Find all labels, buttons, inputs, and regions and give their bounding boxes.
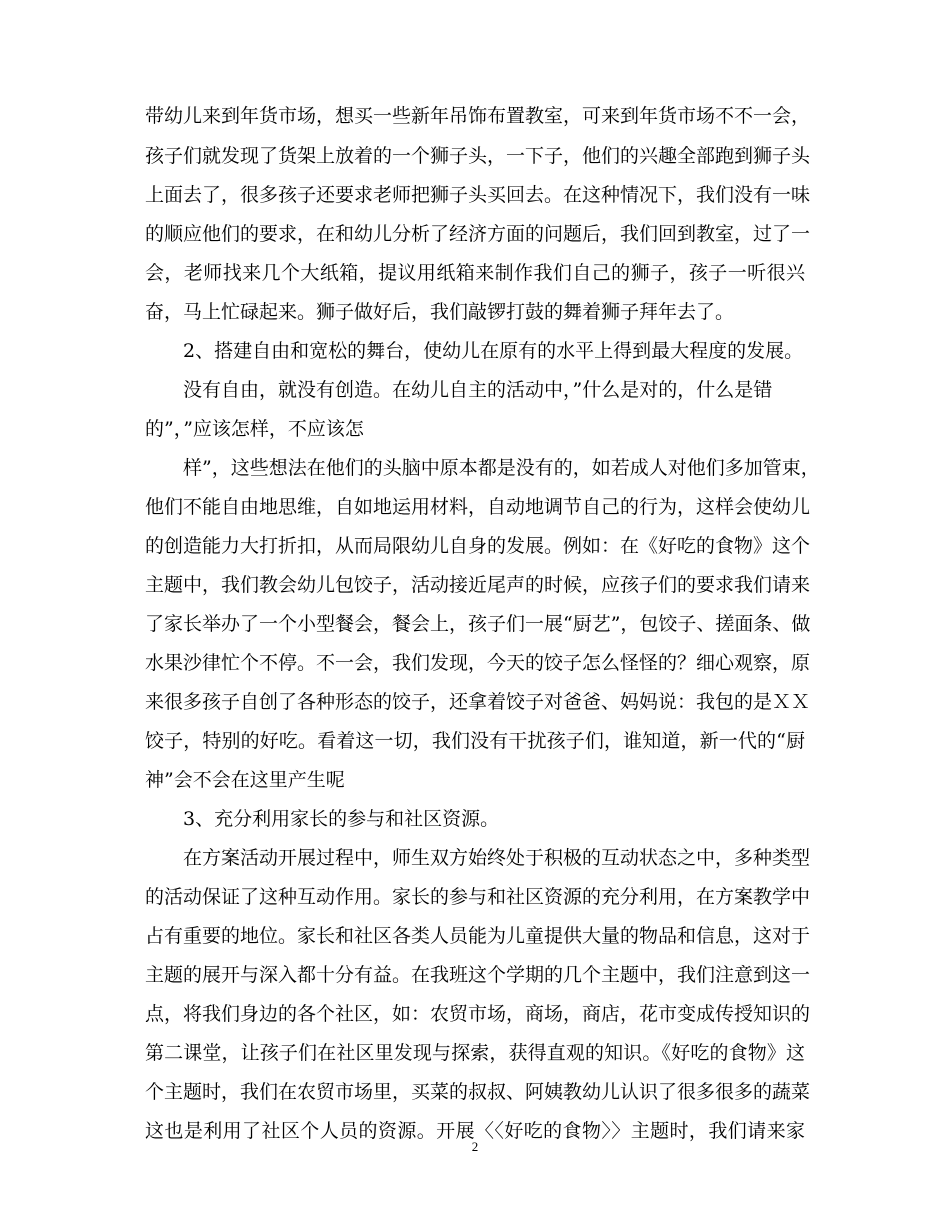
text-line: 占有重要的地位。家长和社区各类人员能为儿童提供大量的物品和信息，这对于 [145, 925, 811, 947]
text-line: 的活动保证了这种互动作用。家长的参与和社区资源的充分利用，在方案教学中 [145, 886, 811, 908]
text-line: 点，将我们身边的各个社区，如：农贸市场，商场，商店，花市变成传授知识的 [145, 1003, 811, 1025]
text-line: 水果沙律忙个不停。不一会，我们发现，今天的饺子怎么怪怪的？细心观察，原 [145, 652, 811, 674]
text-line: 带幼儿来到年货市场，想买一些新年吊饰布置教室，可来到年货市场不不一会， [145, 105, 811, 127]
text-line: 会，老师找来几个大纸箱，提议用纸箱来制作我们自己的狮子，孩子一听很兴 [145, 262, 805, 284]
text-line: 神”会不会在这里产生呢 [145, 769, 345, 791]
text-line: 来很多孩子自创了各种形态的饺子，还拿着饺子对爸爸、妈妈说：我包的是ＸＸ [145, 691, 811, 713]
text-line: 的创造能力大打折扣，从而局限幼儿自身的发展。例如：在《好吃的食物》这个 [145, 535, 811, 557]
page-number: 2 [471, 1139, 479, 1154]
text-line: 的”，”应该怎样，不应该怎 [145, 418, 364, 440]
text-line: 没有自由，就没有创造。在幼儿自主的活动中，”什么是对的，什么是错 [145, 379, 773, 401]
text-line: 在方案活动开展过程中，师生双方始终处于积极的互动状态之中，多种类型 [145, 847, 811, 869]
text-line: 饺子，特别的好吃。看着这一切，我们没有干扰孩子们，谁知道，新一代的“厨 [145, 730, 805, 752]
text-line: 孩子们就发现了货架上放着的一个狮子头，一下子，他们的兴趣全部跑到狮子头 [145, 145, 811, 167]
text-line: 样”，这些想法在他们的头脑中原本都是没有的，如若成人对他们多加管束， [145, 457, 820, 479]
text-line: 上面去了，很多孩子还要求老师把狮子头买回去。在这种情况下，我们没有一味 [145, 184, 811, 206]
text-line: 的顺应他们的要求，在和幼儿分析了经济方面的问题后，我们回到教室，过了一 [145, 223, 811, 245]
text-line: 个主题时，我们在农贸市场里，买菜的叔叔、阿姨教幼儿认识了很多很多的蔬菜 [145, 1081, 811, 1103]
text-line: 2、搭建自由和宽松的舞台，使幼儿在原有的水平上得到最大程度的发展。 [145, 340, 804, 362]
text-line: 这也是利用了社区个人员的资源。开展〈〈好吃的食物〉〉主题时，我们请来家 [145, 1120, 805, 1142]
text-line: 3、充分利用家长的参与和社区资源。 [145, 808, 500, 830]
text-line: 奋，马上忙碌起来。狮子做好后，我们敲锣打鼓的舞着狮子拜年去了。 [145, 301, 735, 323]
text-line: 他们不能自由地思维，自如地运用材料，自动地调节自己的行为，这样会使幼儿 [145, 496, 811, 518]
text-line: 主题中，我们教会幼儿包饺子，活动接近尾声的时候，应孩子们的要求我们请来 [145, 574, 811, 596]
text-line: 第二课堂，让孩子们在社区里发现与探索，获得直观的知识。《好吃的食物》这 [145, 1042, 805, 1064]
text-line: 了家长举办了一个小型餐会，餐会上，孩子们一展“厨艺”，包饺子、搓面条、做 [145, 613, 811, 635]
text-line: 主题的展开与深入都十分有益。在我班这个学期的几个主题中，我们注意到这一 [145, 964, 811, 986]
